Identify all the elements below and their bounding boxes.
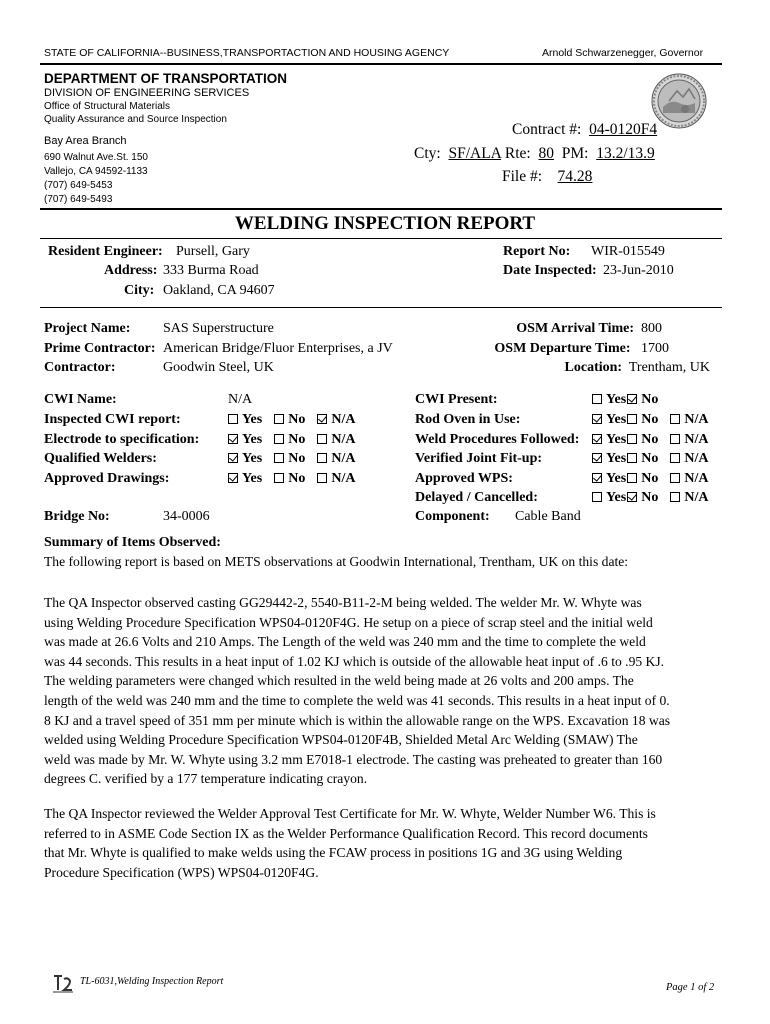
verified-joint-fit-up-label: Verified Joint Fit-up:	[415, 451, 543, 466]
component-value: Cable Band	[515, 509, 581, 524]
verified-joint-fit-up-options	[592, 451, 708, 467]
cwi-present-no-label: No	[641, 392, 659, 407]
cwi-present-options	[592, 392, 658, 408]
inspected-cwi-report-options	[228, 412, 355, 428]
text-line: The QA Inspector reviewed the Welder Approval Test Certificate for Mr. W. Whyte, Welder Number W6. This is	[44, 806, 656, 821]
delayed-cancelled-yes-label: Yes	[606, 490, 627, 505]
delayed-cancelled-yes-checkbox[interactable]	[592, 492, 602, 502]
approved-drawings-na-checkbox[interactable]	[317, 473, 327, 483]
rod-oven-in-use-label: Rod Oven in Use:	[415, 412, 521, 427]
text-line: referred to in ASME Code Section IX as the Welder Performance Qualification Record. This record documents	[44, 825, 648, 841]
contractor-value: Goodwin Steel, UK	[163, 360, 274, 375]
qualified-welders-yes-label: Yes	[242, 451, 263, 466]
approved-wps-options	[592, 471, 708, 487]
text-line: was 44 seconds. This results in a heat input of 1.02 KJ which is outside of the allowable heat input of .6 to .95 KJ.	[44, 653, 665, 669]
text-line: degrees C. verified by a 177 temperature indicating crayon.	[44, 771, 368, 787]
division-name: DIVISION OF ENGINEERING SERVICES	[44, 87, 250, 99]
address-value: 333 Burma Road	[163, 263, 259, 278]
page-number: 1	[690, 982, 696, 993]
text-line: 8 KJ and a travel speed of 351 mm per minute which is within the allowable range on the WPS. Excavation 18 was	[44, 712, 671, 728]
prime-contractor-label: Prime Contractor:	[44, 341, 156, 356]
pm-label: PM:	[561, 145, 589, 162]
cwi-present-yes-label: Yes	[606, 392, 627, 407]
governor-line: Arnold Schwarzenegger, Governor	[542, 47, 704, 59]
approved-drawings-no-label: No	[288, 470, 306, 486]
cwi-name-label: CWI Name:	[44, 392, 117, 407]
inspected-cwi-report-label: Inspected CWI report:	[44, 412, 181, 427]
resident-engineer-label: Resident Engineer:	[48, 244, 163, 259]
cwi-present-yes-checkbox[interactable]	[592, 394, 602, 404]
text-line: that Mr. Whyte is qualified to make welds using the FCAW process in positions 1G and 3G using Welding	[44, 845, 623, 861]
project-name-value: SAS Superstructure	[163, 321, 274, 336]
weld-procedures-followed-yes-label: Yes	[606, 431, 627, 447]
electrode-to-specification-na-checkbox[interactable]	[317, 434, 327, 444]
weld-procedures-followed-no-checkbox[interactable]	[627, 434, 637, 444]
prime-contractor-value: American Bridge/Fluor Enterprises, a JV	[163, 341, 393, 356]
approved-drawings-na-label: N/A	[331, 470, 356, 486]
approved-wps-yes-checkbox[interactable]	[592, 473, 602, 483]
delayed-cancelled-na-label: N/A	[684, 490, 709, 505]
osm-departure-value: 1700	[641, 341, 669, 356]
inspected-cwi-report-no-checkbox[interactable]	[274, 414, 284, 424]
qualified-welders-na-checkbox[interactable]	[317, 453, 327, 463]
title-top-divider	[40, 208, 722, 210]
date-inspected-value: 23-Jun-2010	[603, 263, 674, 278]
header-divider	[40, 63, 722, 65]
approved-wps-na-checkbox[interactable]	[670, 473, 680, 483]
osm-arrival-label: OSM Arrival Time:	[516, 321, 634, 336]
cty-label: Cty:	[414, 145, 441, 162]
rod-oven-in-use-na-label: N/A	[684, 412, 709, 427]
electrode-to-specification-yes-label: Yes	[242, 431, 263, 447]
contract-number: 04-0120F4	[589, 121, 658, 138]
delayed-cancelled-label: Delayed / Cancelled:	[415, 490, 538, 505]
branch-phone-2: (707) 649-5493	[44, 194, 113, 205]
branch-address: 690 Walnut Ave.St. 150	[44, 152, 148, 163]
text-line: using Welding Procedure Specification WPS04-0120F4G. He setup on a piece of scrap steel and the initial weld	[44, 614, 653, 630]
date-inspected-label: Date Inspected:	[503, 263, 597, 278]
electrode-to-specification-options	[228, 432, 355, 448]
verified-joint-fit-up-na-checkbox[interactable]	[670, 453, 680, 463]
rod-oven-in-use-options	[592, 412, 708, 428]
inspected-cwi-report-yes-label: Yes	[242, 412, 263, 427]
delayed-cancelled-options	[592, 490, 708, 506]
qualified-welders-na-label: N/A	[331, 451, 356, 466]
osm-arrival	[516, 321, 662, 337]
text-line: Procedure Specification (WPS) WPS04-0120F4G.	[44, 864, 319, 880]
report-title: WELDING INSPECTION REPORT	[234, 213, 536, 234]
weld-procedures-followed-yes-checkbox[interactable]	[592, 434, 602, 444]
verified-joint-fit-up-yes-checkbox[interactable]	[592, 453, 602, 463]
route-line	[414, 145, 696, 163]
department-name: DEPARTMENT OF TRANSPORTATION	[44, 71, 287, 86]
text-line: welded using Welding Procedure Specification WPS04-0120F4B, Shielded Metal Arc Welding (SMAW) The	[44, 732, 638, 748]
text-line: weld was made by Mr. W. Whyte using 3.2 mm E7018-1 electrode. The casting was preheated to greater than 160	[44, 751, 663, 767]
branch-name: Bay Area Branch	[44, 135, 127, 147]
branch-city: Vallejo, CA 94592-1133	[44, 166, 148, 177]
report-no-label: Report No:	[503, 244, 571, 259]
of-label: of	[698, 982, 707, 993]
component-label: Component:	[415, 509, 490, 524]
file-value: 74.28	[557, 168, 593, 185]
title-bottom-divider	[40, 238, 722, 239]
approved-wps-yes-label: Yes	[606, 470, 627, 486]
inspected-cwi-report-no-label: No	[288, 412, 306, 427]
electrode-to-specification-no-label: No	[288, 431, 306, 447]
location	[565, 360, 710, 376]
qualified-welders-no-checkbox[interactable]	[274, 453, 284, 463]
qualified-welders-yes-checkbox[interactable]	[228, 453, 238, 463]
resident-engineer-value: Pursell, Gary	[176, 244, 250, 259]
address-label: Address:	[104, 263, 158, 278]
inspected-cwi-report-yes-checkbox[interactable]	[228, 414, 238, 424]
rod-oven-in-use-yes-label: Yes	[606, 412, 627, 427]
text-line: was made at 26.6 Volts and 210 Amps. The Length of the weld was 240 mm and the time to complete the weld	[44, 634, 646, 650]
qualified-welders-label: Qualified Welders:	[44, 451, 157, 466]
approved-drawings-yes-label: Yes	[242, 470, 263, 486]
contract-label: Contract #:	[512, 121, 582, 138]
rod-oven-in-use-no-checkbox[interactable]	[627, 414, 637, 424]
page-total: 2	[708, 982, 715, 993]
summary-heading: Summary of Items Observed:	[44, 535, 221, 550]
approved-wps-na-label: N/A	[684, 470, 709, 486]
rte-label: Rte:	[504, 145, 531, 162]
section-divider	[40, 307, 722, 308]
text-line: The QA Inspector observed casting GG29442-2, 5540-B11-2-M being welded. The welder Mr. W. Whyte was	[44, 595, 642, 610]
electrode-to-specification-no-checkbox[interactable]	[274, 434, 284, 444]
caltrans-logo-icon	[52, 973, 74, 993]
rod-oven-in-use-na-checkbox[interactable]	[670, 414, 680, 424]
office-name: Office of Structural Materials	[44, 101, 170, 112]
electrode-to-specification-label: Electrode to specification:	[44, 431, 200, 447]
project-name-label: Project Name:	[44, 321, 131, 336]
approved-wps-no-label: No	[641, 470, 659, 486]
report-no-value: WIR-015549	[591, 244, 665, 259]
qualified-welders-no-label: No	[288, 451, 306, 466]
text-line: The welding parameters were changed which resulted in the weld being made at 26 volts and 200 amps. The	[44, 673, 634, 689]
verified-joint-fit-up-no-checkbox[interactable]	[627, 453, 637, 463]
electrode-to-specification-yes-checkbox[interactable]	[228, 434, 238, 444]
bridge-no-value: 34-0006	[163, 509, 210, 524]
state-seal-icon	[651, 73, 707, 129]
rod-oven-in-use-yes-checkbox[interactable]	[592, 414, 602, 424]
file-label: File #:	[502, 168, 543, 185]
approved-drawings-no-checkbox[interactable]	[274, 473, 284, 483]
osm-departure-label: OSM Departure Time:	[494, 341, 631, 356]
delayed-cancelled-no-checkbox[interactable]	[627, 492, 637, 502]
approved-wps-no-checkbox[interactable]	[627, 473, 637, 483]
contractor-label: Contractor:	[44, 360, 116, 375]
page-indicator	[666, 982, 714, 993]
approved-drawings-yes-checkbox[interactable]	[228, 473, 238, 483]
osm-departure	[494, 341, 669, 357]
inspected-cwi-report-na-label: N/A	[331, 412, 356, 427]
electrode-to-specification-na-label: N/A	[331, 431, 356, 447]
delayed-cancelled-no-label: No	[641, 490, 659, 505]
verified-joint-fit-up-no-label: No	[641, 451, 659, 466]
inspected-cwi-report-na-checkbox[interactable]	[317, 414, 327, 424]
cwi-present-label: CWI Present:	[415, 392, 498, 407]
contract-line	[512, 121, 657, 139]
bridge-no-label: Bridge No:	[44, 509, 110, 524]
city-value: Oakland, CA 94607	[163, 283, 275, 298]
text-line: length of the weld was 240 mm and the time to complete the weld was 41 seconds. This results in a heat input of 0.	[44, 692, 670, 708]
approved-drawings-options	[228, 471, 355, 487]
page-label: Page	[666, 982, 688, 993]
osm-arrival-value: 800	[641, 321, 662, 336]
weld-procedures-followed-label: Weld Procedures Followed:	[415, 431, 580, 447]
rte-value: 80	[538, 145, 554, 162]
summary-intro: The following report is based on METS observations at Goodwin International, Trentham, UK on this date:	[44, 554, 629, 569]
weld-procedures-followed-no-label: No	[641, 431, 659, 447]
delayed-cancelled-na-checkbox[interactable]	[670, 492, 680, 502]
observation-paragraph	[44, 593, 724, 789]
location-label: Location:	[564, 360, 623, 375]
weld-procedures-followed-na-label: N/A	[684, 431, 709, 447]
cty-value: SF/ALA	[448, 145, 502, 162]
form-number: TL-6031,Welding Inspection Report	[80, 976, 224, 987]
weld-procedures-followed-na-checkbox[interactable]	[670, 434, 680, 444]
location-value: Trentham, UK	[628, 360, 710, 375]
qualified-welders-options	[228, 451, 355, 467]
weld-procedures-followed-options	[592, 432, 708, 448]
cwi-present-no-checkbox[interactable]	[627, 394, 637, 404]
cwi-name-value: N/A	[228, 392, 253, 407]
city-label: City:	[124, 283, 155, 298]
branch-phone-1: (707) 649-5453	[44, 180, 113, 191]
pm-value: 13.2/13.9	[596, 145, 655, 162]
file-line	[502, 168, 598, 186]
certificate-paragraph	[44, 804, 724, 882]
approved-wps-label: Approved WPS:	[415, 470, 513, 486]
verified-joint-fit-up-na-label: N/A	[684, 451, 709, 466]
verified-joint-fit-up-yes-label: Yes	[606, 451, 627, 466]
approved-drawings-label: Approved Drawings:	[44, 470, 170, 486]
agency-line: STATE OF CALIFORNIA--BUSINESS,TRANSPORTACTION AND HOUSING AGENCY	[44, 47, 450, 59]
qa-unit: Quality Assurance and Source Inspection	[44, 114, 227, 125]
rod-oven-in-use-no-label: No	[641, 412, 659, 427]
